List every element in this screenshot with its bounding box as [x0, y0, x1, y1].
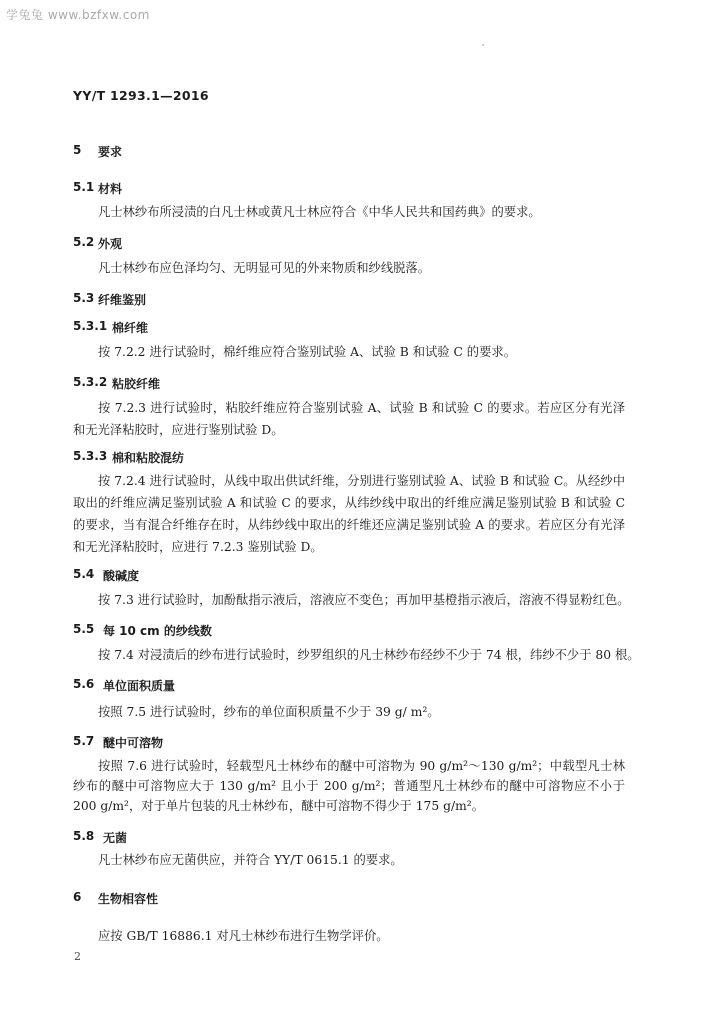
- section-number: 5.3.3: [73, 449, 108, 463]
- section-heading: [73, 375, 161, 391]
- section-title: 单位面积质量: [103, 679, 176, 693]
- paragraph: 应按 GB/T 16886.1 对凡士林纱布进行生物学评价。: [98, 929, 389, 943]
- section-heading: [73, 143, 123, 159]
- section-heading: [73, 829, 128, 845]
- section-number: 6: [73, 890, 82, 904]
- section-number: 5.6: [73, 677, 95, 691]
- section-title: 醚中可溶物: [103, 736, 164, 750]
- paragraph: 按 7.3 进行试验时，加酚酞指示液后，溶液应不变色；再加甲基橙指示液后，溶液不得显粉红色。: [98, 593, 630, 607]
- section-title: 材料: [98, 182, 123, 196]
- section-heading: [73, 567, 140, 583]
- section-heading: [73, 291, 147, 307]
- watermark: 学兔兔 www.bzfxw.com: [6, 8, 150, 22]
- section-heading: [73, 622, 212, 638]
- section-number: 5: [73, 143, 82, 157]
- section-heading: [73, 319, 149, 335]
- paragraph: 凡士林纱布应无菌供应，并符合 YY/T 0615.1 的要求。: [98, 853, 403, 867]
- section-title: 要求: [98, 145, 123, 159]
- paragraph: 按 7.2.4 进行试验时，从线中取出供试纤维，分别进行鉴别试验 A、试验 B 和试验 C。从经纱中取出的纤维应满足鉴别试验 A 和试验 C 的要求，从纬纱线中取出的纤维应满足鉴别试验 B 和试验 C 的要求，当有混合纤维存在时，从纬纱线中取出的纤维还应满足鉴别试验 A 的要求。若应区分有光泽和无光泽粘胶时，应进行 7.2.3 鉴别试验 D。: [73, 474, 625, 554]
- section-number: 5.7: [73, 734, 95, 748]
- paragraph: 凡士林纱布所浸渍的白凡士林或黄凡士林应符合《中华人民共和国药典》的要求。: [98, 205, 541, 219]
- section-title: 生物相容性: [98, 892, 159, 906]
- scan-speck: [482, 44, 484, 46]
- section-title: 每 10 cm 的纱线数: [103, 624, 212, 638]
- paragraph: 按 7.2.2 进行试验时，棉纤维应符合鉴别试验 A、试验 B 和试验 C 的要求。: [98, 345, 516, 359]
- paragraph: 按照 7.6 进行试验时，轻载型凡士林纱布的醚中可溶物为 90 g/m²～130 g/m²；中载型凡士林纱布的醚中可溶物应大于 130 g/m² 且小于 200 g/m²；普通型凡士林纱布的醚中可溶物应不小于 200 g/m²，对于单片包装的凡士林纱布，醚中可溶物不得少于 175 g/m²。: [73, 759, 625, 813]
- section-title: 棉和粘胶混纺: [112, 451, 185, 465]
- section-title: 酸碱度: [103, 569, 140, 583]
- section-title: 粘胶纤维: [112, 377, 161, 391]
- section-number: 5.3: [73, 291, 95, 305]
- section-heading: [73, 734, 164, 750]
- section-heading: [73, 677, 176, 693]
- section-number: 5.3.1: [73, 319, 108, 333]
- section-title: 棉纤维: [112, 321, 149, 335]
- section-number: 5.4: [73, 567, 95, 581]
- section-number: 5.5: [73, 622, 95, 636]
- section-number: 5.2: [73, 235, 95, 249]
- section-title: 无菌: [103, 831, 128, 845]
- paragraph: 按 7.4 对浸渍后的纱布进行试验时，纱罗组织的凡士林纱布经纱不少于 74 根，纬纱不少于 80 根。: [98, 648, 640, 662]
- section-heading: [73, 449, 185, 465]
- section-heading: [73, 235, 123, 251]
- section-number: 5.8: [73, 829, 95, 843]
- section-number: 5.1: [73, 180, 95, 194]
- section-title: 外观: [98, 237, 123, 251]
- paragraph: 凡士林纱布应色泽均匀、无明显可见的外来物质和纱线脱落。: [98, 261, 431, 275]
- page-number: 2: [74, 950, 81, 963]
- section-number: 5.3.2: [73, 375, 108, 389]
- paragraph: 按照 7.5 进行试验时，纱布的单位面积质量不少于 39 g/ m²。: [98, 705, 440, 719]
- section-heading: [73, 180, 123, 196]
- section-heading: [73, 890, 159, 906]
- paragraph: 按 7.2.3 进行试验时，粘胶纤维应符合鉴别试验 A、试验 B 和试验 C 的要求。若应区分有光泽和无光泽粘胶时，应进行鉴别试验 D。: [73, 401, 625, 437]
- standard-code: YY/T 1293.1—2016: [73, 88, 209, 103]
- section-title: 纤维鉴别: [98, 293, 147, 307]
